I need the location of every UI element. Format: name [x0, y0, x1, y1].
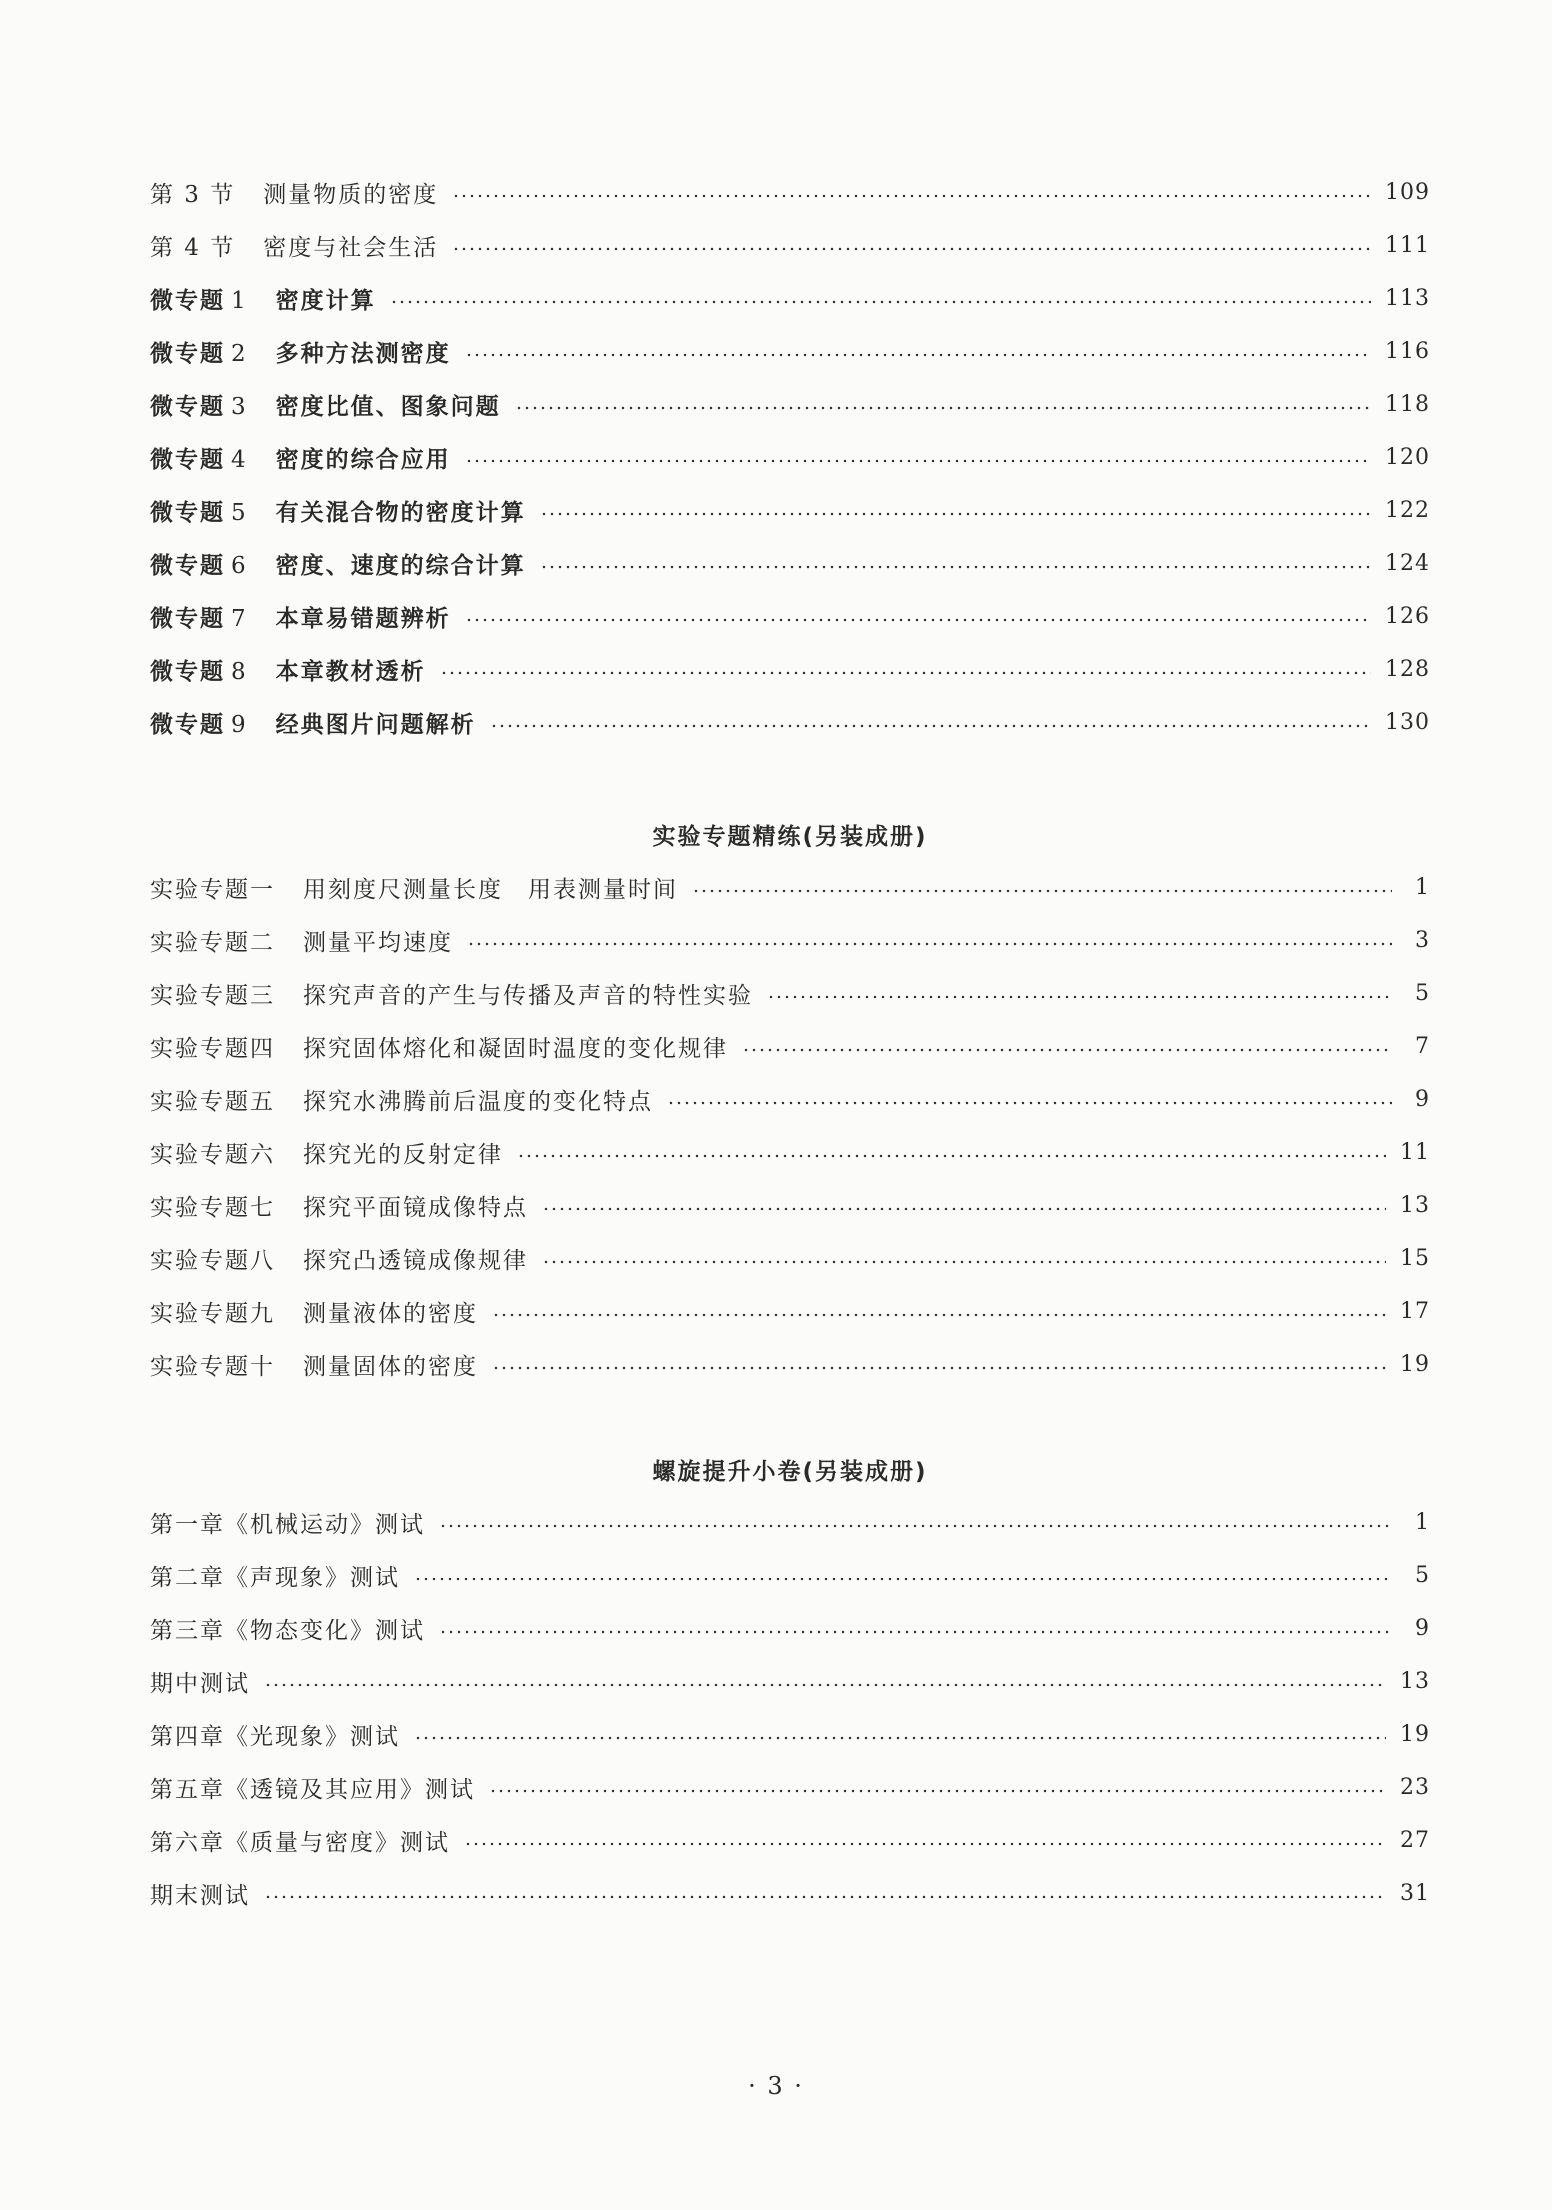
entry-page: 9	[1415, 1615, 1430, 1641]
dot-leader	[465, 353, 1371, 357]
dot-leader	[492, 1366, 1386, 1370]
micro-topic-entry[interactable]	[150, 331, 1430, 371]
dot-leader	[542, 1207, 1386, 1211]
test-entry[interactable]	[150, 1873, 1430, 1913]
entry-title: 测量物质的密度	[263, 181, 439, 208]
entry-page: 13	[1400, 1192, 1430, 1218]
entry-title: 探究凸透镜成像规律	[303, 1247, 528, 1274]
entry-label: 实验专题二	[150, 929, 275, 956]
entry-label: 微专题 7	[150, 605, 248, 632]
micro-topic-entry[interactable]	[150, 596, 1430, 636]
dot-leader	[540, 512, 1371, 516]
dot-leader	[490, 724, 1371, 728]
experiment-entry[interactable]	[150, 920, 1430, 960]
entry-label: 微专题 6	[150, 552, 248, 579]
dot-leader	[439, 1524, 1392, 1528]
experiment-entry[interactable]	[150, 1291, 1430, 1331]
entry-label: 微专题 4	[150, 446, 248, 473]
micro-topic-entry[interactable]	[150, 384, 1430, 424]
entry-page: 11	[1400, 1139, 1430, 1165]
entry-label: 实验专题三	[150, 982, 275, 1009]
entry-page: 13	[1400, 1668, 1430, 1694]
dot-leader	[439, 1630, 1392, 1634]
test-entry[interactable]	[150, 1608, 1430, 1648]
entry-title: 第六章《质量与密度》测试	[150, 1829, 450, 1856]
entry-title: 密度比值、图象问题	[275, 393, 501, 420]
entry-page: 19	[1400, 1721, 1430, 1747]
test-entry[interactable]	[150, 1661, 1430, 1701]
experiment-entry[interactable]	[150, 1185, 1430, 1225]
dot-leader	[467, 942, 1392, 946]
entry-title: 密度与社会生活	[263, 234, 439, 261]
entry-page: 116	[1385, 338, 1430, 364]
entry-page: 130	[1385, 709, 1430, 735]
dot-leader	[414, 1736, 1386, 1740]
entry-title: 第五章《透镜及其应用》测试	[150, 1776, 475, 1803]
entry-title: 探究声音的产生与传播及声音的特性实验	[303, 982, 753, 1009]
entry-label: 实验专题七	[150, 1194, 275, 1221]
entry-page: 27	[1400, 1827, 1430, 1853]
entry-page: 124	[1385, 550, 1430, 576]
entry-page: 109	[1385, 179, 1430, 205]
entry-title: 期中测试	[150, 1670, 250, 1697]
entry-title: 第三章《物态变化》测试	[150, 1617, 425, 1644]
entry-title: 期末测试	[150, 1882, 250, 1909]
micro-topic-entry[interactable]	[150, 490, 1430, 530]
entry-label: 实验专题九	[150, 1300, 275, 1327]
dot-leader	[452, 247, 1371, 251]
entry-label: 实验专题四	[150, 1035, 275, 1062]
entry-title: 测量平均速度	[303, 929, 453, 956]
micro-topic-entry[interactable]	[150, 702, 1430, 742]
entry-label: 微专题 2	[150, 340, 248, 367]
entry-label: 第 4 节	[150, 234, 236, 261]
spiral-section-title: 螺旋提升小卷(另装成册)	[652, 1459, 928, 1485]
test-entry[interactable]	[150, 1714, 1430, 1754]
entry-title: 探究水沸腾前后温度的变化特点	[303, 1088, 653, 1115]
entry-label: 实验专题六	[150, 1141, 275, 1168]
experiment-entry[interactable]	[150, 1026, 1430, 1066]
toc-entry[interactable]	[150, 172, 1430, 212]
entry-title: 有关混合物的密度计算	[275, 499, 526, 526]
entry-page: 1	[1415, 1509, 1430, 1535]
entry-page: 5	[1415, 980, 1430, 1006]
dot-leader	[692, 889, 1392, 893]
entry-title: 测量液体的密度	[303, 1300, 478, 1327]
entry-page: 19	[1400, 1351, 1430, 1377]
entry-title: 用刻度尺测量长度 用表测量时间	[303, 876, 678, 903]
micro-topic-entry[interactable]	[150, 543, 1430, 583]
entry-page: 31	[1400, 1880, 1430, 1906]
entry-label: 实验专题十	[150, 1353, 275, 1380]
dot-leader	[465, 459, 1371, 463]
entry-label: 微专题 3	[150, 393, 248, 420]
entry-title: 第二章《声现象》测试	[150, 1564, 400, 1591]
entry-label: 微专题 9	[150, 711, 248, 738]
micro-topic-entry[interactable]	[150, 649, 1430, 689]
entry-title: 多种方法测密度	[275, 340, 451, 367]
dot-leader	[742, 1048, 1392, 1052]
dot-leader	[464, 1842, 1386, 1846]
entry-page: 120	[1385, 444, 1430, 470]
entry-page: 128	[1385, 656, 1430, 682]
entry-page: 1	[1415, 874, 1430, 900]
dot-leader	[390, 300, 1371, 304]
dot-leader	[667, 1101, 1392, 1105]
entry-page: 111	[1385, 232, 1430, 258]
entry-title: 探究光的反射定律	[303, 1141, 503, 1168]
experiment-entry[interactable]	[150, 973, 1430, 1013]
experiment-entry[interactable]	[150, 1079, 1430, 1119]
entry-page: 23	[1400, 1774, 1430, 1800]
dot-leader	[414, 1577, 1392, 1581]
toc-entry[interactable]	[150, 225, 1430, 265]
dot-leader	[264, 1683, 1386, 1687]
experiment-section-title: 实验专题精练(另装成册)	[652, 824, 928, 850]
micro-topic-entry[interactable]	[150, 437, 1430, 477]
test-entry[interactable]	[150, 1555, 1430, 1595]
entry-label: 实验专题一	[150, 876, 275, 903]
entry-label: 微专题 5	[150, 499, 248, 526]
entry-title: 第四章《光现象》测试	[150, 1723, 400, 1750]
micro-topic-entry[interactable]	[150, 278, 1430, 318]
entry-title: 本章易错题辨析	[275, 605, 451, 632]
dot-leader	[542, 1260, 1386, 1264]
dot-leader	[264, 1895, 1386, 1899]
dot-leader	[465, 618, 1371, 622]
entry-title: 探究平面镜成像特点	[303, 1194, 528, 1221]
entry-label: 微专题 1	[150, 287, 248, 314]
dot-leader	[517, 1154, 1386, 1158]
page-number: · 3 ·	[748, 2072, 804, 2100]
dot-leader	[767, 995, 1392, 999]
entry-label: 微专题 8	[150, 658, 248, 685]
dot-leader	[489, 1789, 1386, 1793]
experiment-entry[interactable]	[150, 867, 1430, 907]
test-entry[interactable]	[150, 1820, 1430, 1860]
entry-page: 3	[1415, 927, 1430, 953]
experiment-entry[interactable]	[150, 1132, 1430, 1172]
test-entry[interactable]	[150, 1502, 1430, 1542]
entry-title: 密度、速度的综合计算	[275, 552, 526, 579]
entry-page: 17	[1400, 1298, 1430, 1324]
entry-page: 9	[1415, 1086, 1430, 1112]
entry-title: 密度计算	[275, 287, 376, 314]
entry-page: 5	[1415, 1562, 1430, 1588]
entry-title: 测量固体的密度	[303, 1353, 478, 1380]
entry-page: 122	[1385, 497, 1430, 523]
entry-title: 第一章《机械运动》测试	[150, 1511, 425, 1538]
dot-leader	[540, 565, 1371, 569]
experiment-entry[interactable]	[150, 1344, 1430, 1384]
entry-page: 118	[1385, 391, 1430, 417]
dot-leader	[492, 1313, 1386, 1317]
entry-title: 探究固体熔化和凝固时温度的变化规律	[303, 1035, 728, 1062]
entry-title: 本章教材透析	[275, 658, 426, 685]
entry-label: 第 3 节	[150, 181, 236, 208]
entry-label: 实验专题五	[150, 1088, 275, 1115]
entry-page: 113	[1385, 285, 1430, 311]
entry-page: 7	[1415, 1033, 1430, 1059]
entry-title: 密度的综合应用	[275, 446, 451, 473]
entry-title: 经典图片问题解析	[275, 711, 476, 738]
dot-leader	[440, 671, 1371, 675]
entry-page: 15	[1400, 1245, 1430, 1271]
entry-page: 126	[1385, 603, 1430, 629]
entry-label: 实验专题八	[150, 1247, 275, 1274]
dot-leader	[515, 406, 1371, 410]
experiment-entry[interactable]	[150, 1238, 1430, 1278]
dot-leader	[452, 194, 1371, 198]
test-entry[interactable]	[150, 1767, 1430, 1807]
